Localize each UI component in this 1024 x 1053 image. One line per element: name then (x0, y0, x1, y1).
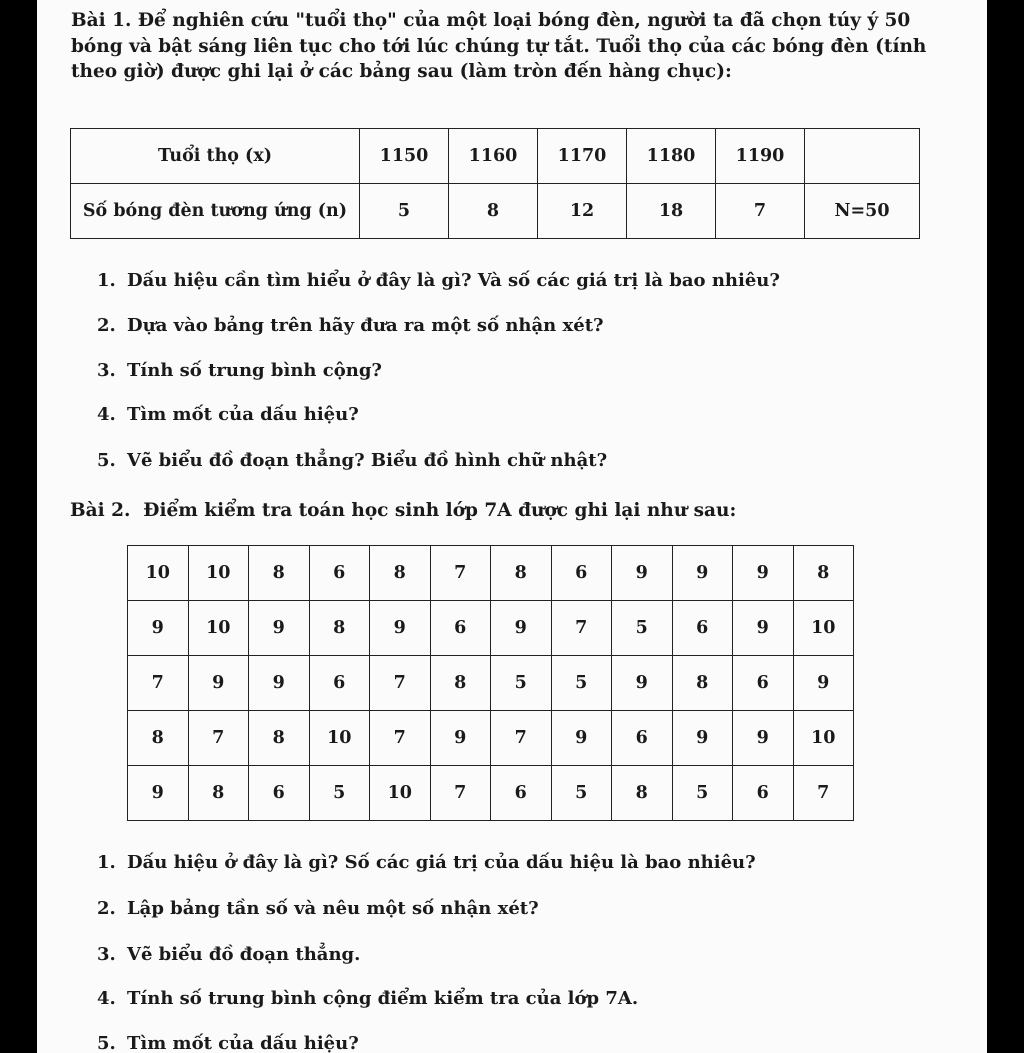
table-cell: 9 (672, 711, 733, 766)
table-cell: 8 (430, 656, 491, 711)
table-cell: 10 (793, 601, 854, 656)
table-cell: 9 (370, 601, 431, 656)
table-cell: 5 (491, 656, 552, 711)
table-cell: 8 (249, 711, 310, 766)
table-cell: 8 (188, 766, 249, 821)
table-cell: 7 (491, 711, 552, 766)
table-cell: 6 (612, 711, 673, 766)
table-cell: 9 (128, 766, 189, 821)
table-cell: 9 (128, 601, 189, 656)
bai2-table (127, 545, 854, 821)
table-cell: 8 (128, 711, 189, 766)
table-row (71, 184, 920, 239)
table-cell: 1150 (360, 129, 449, 184)
question-text: Tìm mốt của dấu hiệu? (127, 404, 359, 425)
table-cell: 18 (627, 184, 716, 239)
table-cell: 9 (733, 711, 794, 766)
question-text: Dấu hiệu cần tìm hiểu ở đây là gì? Và số các giá trị là bao nhiêu? (127, 270, 780, 291)
document-page (37, 0, 987, 1053)
table-cell-label: Tuổi thọ (x) (71, 129, 360, 184)
table-cell: 6 (249, 766, 310, 821)
table-row (128, 711, 854, 766)
table-row (128, 766, 854, 821)
table-cell: 9 (430, 711, 491, 766)
question-text: Tính số trung bình cộng? (127, 360, 382, 381)
table-cell: 9 (793, 656, 854, 711)
question-text: Tìm mốt của dấu hiệu? (127, 1033, 359, 1053)
list-item (97, 988, 638, 1009)
table-cell: 12 (538, 184, 627, 239)
table-cell: 9 (551, 711, 612, 766)
table-row (128, 601, 854, 656)
question-text: Lập bảng tần số và nêu một số nhận xét? (127, 898, 539, 919)
list-item (97, 1033, 359, 1053)
question-number: 1. (97, 852, 116, 873)
table-cell-total: N=50 (805, 184, 920, 239)
table-cell: 7 (128, 656, 189, 711)
question-number: 1. (97, 270, 116, 291)
table-cell: 6 (672, 601, 733, 656)
table-cell: 9 (672, 546, 733, 601)
question-number: 4. (97, 988, 116, 1009)
table-cell: 9 (612, 546, 673, 601)
table-cell: 5 (612, 601, 673, 656)
list-item (97, 898, 539, 919)
table-row (128, 656, 854, 711)
table-cell: 9 (249, 656, 310, 711)
table-cell: 7 (430, 766, 491, 821)
table-cell: 8 (491, 546, 552, 601)
table-row (71, 129, 920, 184)
question-text: Vẽ biểu đồ đoạn thẳng. (127, 944, 361, 965)
question-number: 3. (97, 944, 116, 965)
table-cell: 7 (370, 711, 431, 766)
table-cell: 1160 (449, 129, 538, 184)
table-cell: 8 (793, 546, 854, 601)
table-cell: 5 (309, 766, 370, 821)
table-cell: 7 (188, 711, 249, 766)
question-number: 4. (97, 404, 116, 425)
table-cell-label: Số bóng đèn tương ứng (n) (71, 184, 360, 239)
question-text: Dựa vào bảng trên hãy đưa ra một số nhận xét? (127, 315, 604, 336)
table-cell: 8 (309, 601, 370, 656)
table-cell: 8 (249, 546, 310, 601)
table-cell: 6 (309, 546, 370, 601)
bai2-lead: Bài 2. (70, 500, 131, 521)
question-text: Vẽ biểu đồ đoạn thẳng? Biểu đồ hình chữ nhật? (127, 450, 608, 471)
table-cell: 6 (309, 656, 370, 711)
table-cell: 7 (370, 656, 431, 711)
list-item (97, 450, 607, 471)
question-number: 2. (97, 315, 116, 336)
bai1-table (70, 128, 920, 239)
table-cell: 10 (793, 711, 854, 766)
bai1-intro-text: Để nghiên cứu "tuổi thọ" của một loại bóng đèn, người ta đã chọn túy ý 50 bóng và bật sáng liên tục cho tới lúc chúng tự tắt. Tuổi thọ của các bóng đèn (tính theo giờ) được ghi lại ở các bảng sau (làm tròn đến hàng chục): (71, 10, 927, 82)
table-cell: 6 (491, 766, 552, 821)
question-text: Dấu hiệu ở đây là gì? Số các giá trị của dấu hiệu là bao nhiêu? (127, 852, 756, 873)
list-item (97, 315, 604, 336)
table-cell: 6 (733, 766, 794, 821)
table-cell: 5 (551, 656, 612, 711)
table-cell: 7 (430, 546, 491, 601)
table-cell (805, 129, 920, 184)
table-cell: 10 (309, 711, 370, 766)
bai2-intro-text: Điểm kiểm tra toán học sinh lớp 7A được ghi lại như sau: (143, 500, 737, 521)
question-number: 2. (97, 898, 116, 919)
table-cell: 1170 (538, 129, 627, 184)
table-cell: 6 (733, 656, 794, 711)
table-cell: 9 (733, 601, 794, 656)
table-cell: 7 (793, 766, 854, 821)
table-cell: 5 (551, 766, 612, 821)
table-cell: 7 (716, 184, 805, 239)
table-cell: 9 (491, 601, 552, 656)
table-cell: 10 (188, 601, 249, 656)
table-cell: 8 (370, 546, 431, 601)
bai1-lead: Bài 1. (71, 10, 132, 31)
table-cell: 8 (449, 184, 538, 239)
table-row (128, 546, 854, 601)
table-cell: 8 (612, 766, 673, 821)
question-number: 5. (97, 1033, 116, 1053)
table-cell: 9 (249, 601, 310, 656)
table-cell: 5 (672, 766, 733, 821)
table-cell: 9 (188, 656, 249, 711)
table-cell: 10 (188, 546, 249, 601)
question-text: Tính số trung bình cộng điểm kiểm tra của lớp 7A. (127, 988, 639, 1009)
table-cell: 9 (733, 546, 794, 601)
table-cell: 6 (551, 546, 612, 601)
bai1-intro (71, 8, 951, 85)
question-number: 3. (97, 360, 116, 381)
list-item (97, 944, 360, 965)
list-item (97, 404, 359, 425)
bai2-heading (70, 500, 736, 521)
table-cell: 9 (612, 656, 673, 711)
list-item (97, 270, 780, 291)
table-cell: 10 (370, 766, 431, 821)
table-cell: 1190 (716, 129, 805, 184)
table-cell: 8 (672, 656, 733, 711)
list-item (97, 852, 756, 873)
table-cell: 10 (128, 546, 189, 601)
list-item (97, 360, 382, 381)
question-number: 5. (97, 450, 116, 471)
table-cell: 6 (430, 601, 491, 656)
table-cell: 7 (551, 601, 612, 656)
table-cell: 5 (360, 184, 449, 239)
table-cell: 1180 (627, 129, 716, 184)
